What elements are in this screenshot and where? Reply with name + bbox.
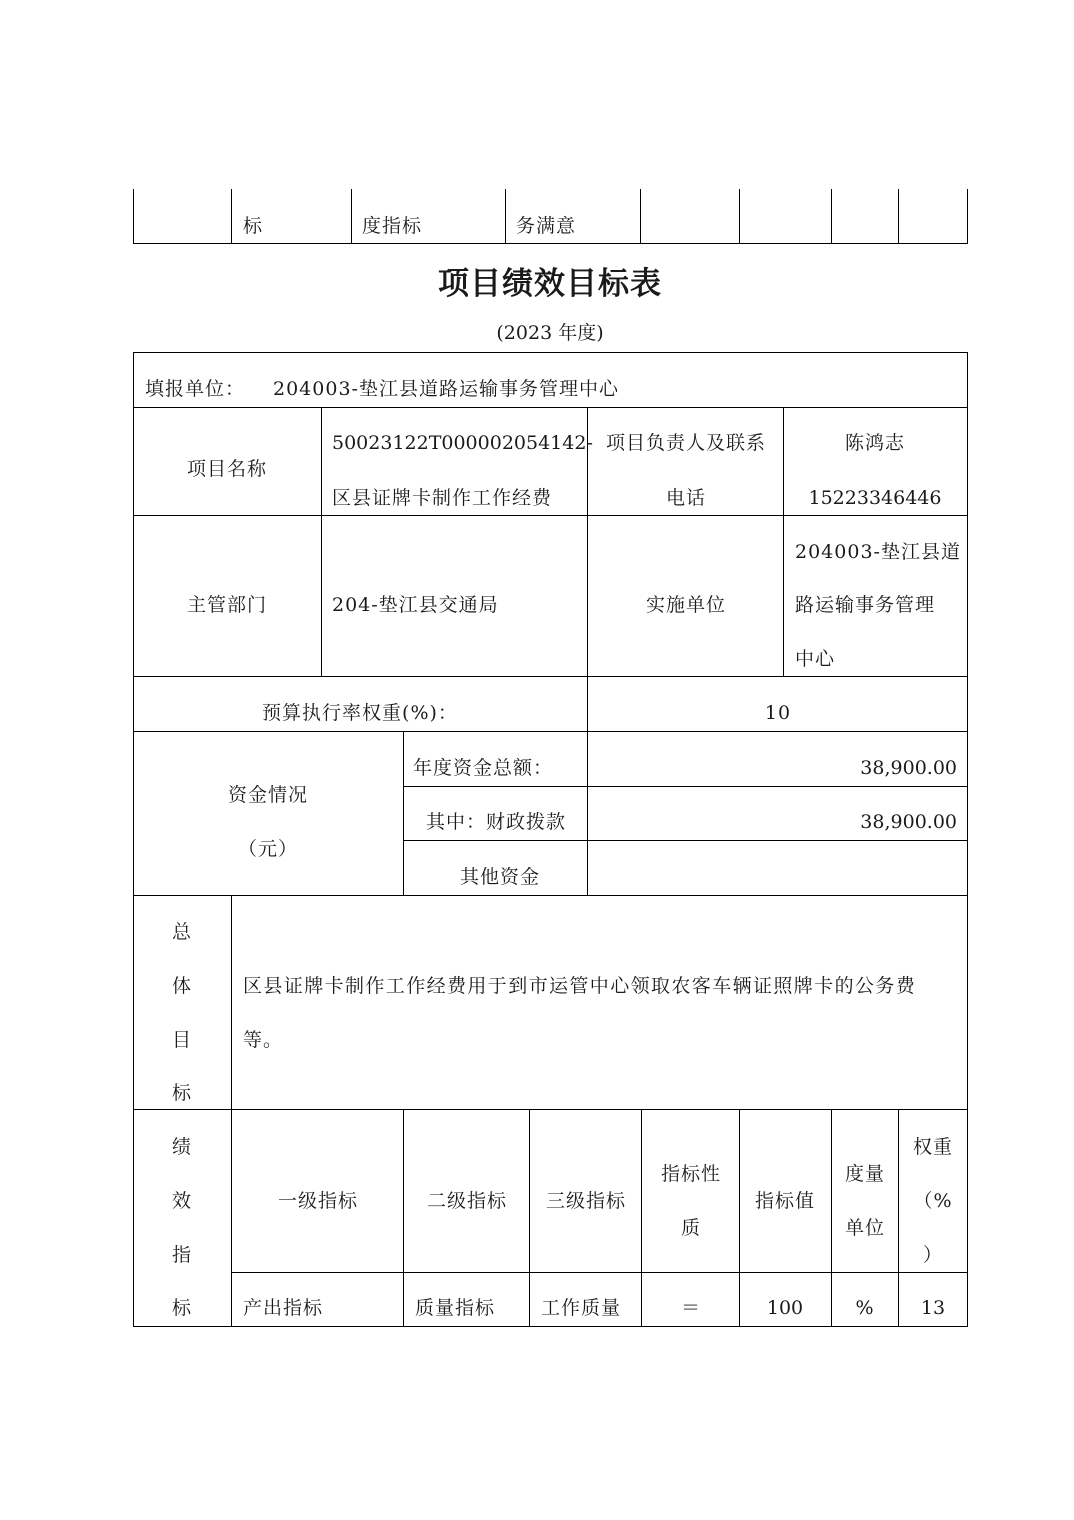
header-nature: 指标性 [660,1163,722,1185]
row-level1: 产出指标 [243,1297,324,1319]
funds-unit-label: （元） [237,838,299,860]
dept-value: 204-垫江县交通局 [332,594,499,616]
impl-unit-value-cont: 中心 [795,648,836,670]
header-level2: 二级指标 [426,1190,508,1212]
budget-rate-value: 10 [764,702,792,724]
row-weight: 13 [920,1297,946,1319]
page-title: 项目绩效目标表 [438,266,662,302]
manager-phone: 15223346446 [808,487,942,509]
goal-label-char: 标 [171,1082,193,1104]
budget-rate-label: 预算执行率权重(%)： [262,702,458,724]
indicator-side-char: 绩 [171,1136,193,1158]
indicator-side-char: 指 [171,1244,193,1266]
goal-label-char: 目 [171,1029,193,1051]
row-value: 100 [766,1297,804,1319]
manager-name: 陈鸿志 [844,432,906,454]
goal-text-cont: 等。 [243,1029,284,1051]
impl-unit-value: 204003-垫江县道 [795,541,961,563]
prev-cell-text: 标 [243,215,264,237]
fill-unit-value: 204003-垫江县道路运输事务管理中心 [273,378,619,400]
annual-total-value: 38,900.00 [860,757,957,779]
header-level3: 三级指标 [545,1190,627,1212]
funds-label: 资金情况 [227,784,309,806]
header-weight-cont: ） [922,1244,944,1266]
header-unit: 度量 [844,1163,886,1185]
prev-cell-text: 务满意 [516,215,577,237]
year-subtitle: (2023 年度) [496,322,604,344]
header-nature-cont: 质 [680,1217,702,1239]
header-value: 指标值 [754,1190,816,1212]
manager-label: 项目负责人及联系 [605,432,767,454]
fill-unit-label: 填报单位： [145,378,246,400]
impl-unit-label: 实施单位 [645,594,727,616]
row-level2: 质量指标 [415,1297,496,1319]
row-nature: ＝ [680,1297,702,1319]
row-unit: % [855,1297,875,1319]
project-name-label: 项目名称 [186,458,268,480]
project-name-title: 区县证牌卡制作工作经费 [332,487,553,509]
header-unit-cont: 单位 [844,1217,886,1239]
manager-label-cont: 电话 [665,487,707,509]
project-name-code: 50023122T000002054142- [332,432,593,454]
impl-unit-value-cont: 路运输事务管理 [795,594,936,616]
goal-label-char: 体 [171,975,193,997]
header-weight: 权重 [912,1136,954,1158]
row-level3: 工作质量 [541,1297,622,1319]
annual-total-label: 年度资金总额： [412,757,554,779]
dept-label: 主管部门 [186,594,268,616]
header-level1: 一级指标 [277,1190,359,1212]
header-weight-cont: （% [913,1190,953,1212]
goal-label-char: 总 [171,921,193,943]
indicator-side-char: 效 [171,1190,193,1212]
other-funds-label: 其他资金 [459,866,541,888]
prev-cell-text: 度指标 [362,215,423,237]
fiscal-allocation-label: 其中：财政拨款 [425,811,567,833]
goal-text: 区县证牌卡制作工作经费用于到市运管中心领取农客车辆证照牌卡的公务费 [243,975,917,997]
fiscal-allocation-value: 38,900.00 [860,811,957,833]
indicator-side-char: 标 [171,1297,193,1319]
